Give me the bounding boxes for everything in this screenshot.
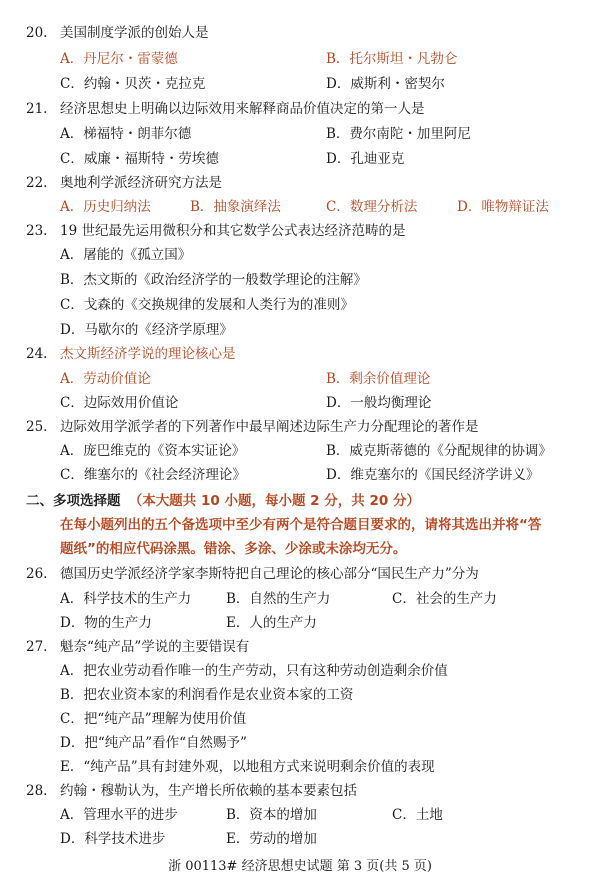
- question-22-stem: [26, 174, 222, 192]
- q28-option-a: A．管理水平的进步: [60, 807, 178, 823]
- question-text: 边际效用学派学者的下列著作中最早阐述边际生产力分配理论的著作是: [60, 419, 479, 435]
- section-2-instruction-line-2: 题纸”的相应代码涂黑。错涂、多涂、少涂或未涂均无分。: [60, 541, 407, 557]
- q22-option-d: D．唯物辩证法: [457, 199, 549, 215]
- q20-option-b: B．托尔斯坦・凡勃仑: [326, 51, 458, 67]
- question-text: 美国制度学派的创始人是: [60, 25, 209, 41]
- question-24-stem: [26, 345, 236, 363]
- q20-option-d: D．威斯利・密契尔: [326, 76, 445, 92]
- q21-option-d: D．孔迪亚克: [326, 151, 405, 167]
- q26-option-b: B．自然的生产力: [226, 591, 331, 607]
- section-meta: （本大题共 10 小题，每小题 2 分，共 20 分）: [128, 493, 420, 509]
- question-28-stem: [26, 782, 357, 800]
- page-footer: 浙 00113# 经济思想史试题 第 3 页(共 5 页): [168, 859, 432, 874]
- q26-option-a: A．科学技术的生产力: [60, 591, 192, 607]
- question-number: 27.: [26, 639, 48, 655]
- question-number: 24.: [26, 346, 48, 362]
- question-text: 约翰・穆勒认为，生产增长所依赖的基本要素包括: [60, 783, 357, 799]
- section-2-instruction-line-1: 在每小题列出的五个备选项中至少有两个是符合题目要求的，请将其选出并将“答: [60, 517, 542, 533]
- q28-option-b: B．资本的增加: [226, 807, 317, 823]
- q24-option-a: A．劳动价值论: [60, 371, 151, 387]
- q26-option-e: E．人的生产力: [226, 615, 317, 631]
- q20-option-a: A．丹尼尔・雷蒙德: [60, 51, 178, 67]
- q27-option-c: C．把“纯产品”理解为使用价值: [60, 711, 247, 727]
- question-23-stem: [26, 222, 405, 240]
- q23-option-b: B．杰文斯的《政治经济学的一般数学理论的注解》: [60, 272, 367, 288]
- q27-option-e: E．“纯产品”具有封建外观，以地租方式来说明剩余价值的表现: [60, 759, 435, 775]
- question-27-stem: [26, 638, 249, 656]
- q21-option-a: A．梯福特・朗菲尔德: [60, 126, 192, 142]
- q25-option-b: B．威克斯蒂德的《分配规律的协调》: [326, 443, 552, 459]
- q22-option-b: B．抽象演绎法: [190, 199, 281, 215]
- question-25-stem: [26, 418, 479, 436]
- question-20-stem: [26, 24, 209, 42]
- q25-option-c: C．维塞尔的《社会经济理论》: [60, 467, 246, 483]
- q28-option-c: C．土地: [392, 807, 443, 823]
- question-text: 魁奈“纯产品”学说的主要错误有: [60, 639, 250, 655]
- q23-option-d: D．马歇尔的《经济学原理》: [60, 322, 233, 338]
- q21-option-b: B．费尔南陀・加里阿尼: [326, 126, 471, 142]
- q27-option-d: D．把“纯产品”看作“自然赐予”: [60, 735, 247, 751]
- question-number: 21.: [26, 101, 48, 117]
- q26-option-c: C．社会的生产力: [392, 591, 497, 607]
- section-2-header: [26, 492, 420, 510]
- q28-option-d: D．科学技术进步: [60, 831, 166, 847]
- question-text: 19 世纪最先运用微积分和其它数学公式表达经济范畴的是: [60, 223, 406, 239]
- q23-option-c: C．戈森的《交换规律的发展和人类行为的准则》: [60, 297, 354, 313]
- q24-option-d: D．一般均衡理论: [326, 395, 432, 411]
- question-26-stem: [26, 565, 479, 583]
- question-number: 20.: [26, 25, 48, 41]
- q22-option-a: A．历史归纳法: [60, 199, 151, 215]
- question-21-stem: [26, 100, 425, 118]
- q24-option-b: B．剩余价值理论: [326, 371, 431, 387]
- q25-option-d: D．维克塞尔的《国民经济学讲义》: [326, 467, 540, 483]
- q28-option-e: E．劳动的增加: [226, 831, 317, 847]
- q25-option-a: A．庞巴维克的《资本实证论》: [60, 443, 246, 459]
- question-number: 22.: [26, 175, 48, 191]
- q27-option-a: A．把农业劳动看作唯一的生产劳动，只有这种劳动创造剩余价值: [60, 663, 448, 679]
- section-title: 二、多项选择题: [26, 493, 121, 509]
- question-number: 23.: [26, 223, 48, 239]
- q20-option-c: C．约翰・贝茨・克拉克: [60, 76, 206, 92]
- question-number: 26.: [26, 566, 48, 582]
- q24-option-c: C．边际效用价值论: [60, 395, 179, 411]
- q26-option-d: D．物的生产力: [60, 615, 152, 631]
- q23-option-a: A．屠能的《孤立国》: [60, 247, 192, 263]
- q27-option-b: B．把农业资本家的利润看作是农业资本家的工资: [60, 687, 354, 703]
- question-text: 奥地利学派经济研究方法是: [60, 175, 222, 191]
- question-text: 杰文斯经济学说的理论核心是: [60, 346, 236, 362]
- question-number: 28.: [26, 783, 48, 799]
- q21-option-c: C．威廉・福斯特・劳埃德: [60, 151, 219, 167]
- q22-option-c: C．数理分析法: [326, 199, 418, 215]
- question-number: 25.: [26, 419, 48, 435]
- question-text: 经济思想史上明确以边际效用来解释商品价值决定的第一人是: [60, 101, 425, 117]
- question-text: 德国历史学派经济学家李斯特把自己理论的核心部分“国民生产力”分为: [60, 566, 479, 582]
